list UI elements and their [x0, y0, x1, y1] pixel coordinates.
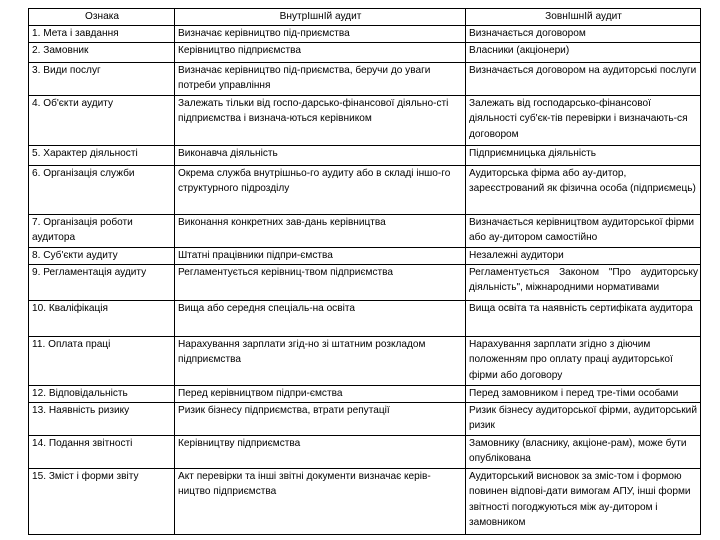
table-row: [29, 264, 701, 300]
row-external: Підприємницька діяльність: [466, 145, 701, 165]
table-row: [29, 435, 701, 468]
row-feature: 10. Кваліфікація: [29, 300, 175, 336]
row-internal: Окрема служба внутрішньо-го аудиту або в складі іншо-го структурного підрозділу: [175, 165, 466, 214]
table-row: [29, 402, 701, 435]
header-feature: Ознака: [29, 9, 175, 26]
row-feature: 5. Характер діяльності: [29, 145, 175, 165]
row-feature: 3. Види послуг: [29, 62, 175, 95]
table-row: [29, 247, 701, 264]
table-row: [29, 385, 701, 402]
row-internal: Штатні працівники підпри-ємства: [175, 247, 466, 264]
header-row: [29, 9, 701, 26]
row-internal: Перед керівництвом підпри-ємства: [175, 385, 466, 402]
table-row: [29, 95, 701, 145]
table-row: [29, 25, 701, 42]
row-external: Визначається договором на аудиторські послуги: [466, 62, 701, 95]
row-internal: Виконавча діяльність: [175, 145, 466, 165]
row-external: Нарахування зарплати згідно з діючим положенням про оплату праці аудиторської фірми або договору: [466, 336, 701, 385]
row-external: Вища освіта та наявність сертифіката аудитора: [466, 300, 701, 336]
row-feature: 7. Організація роботи аудитора: [29, 214, 175, 247]
row-feature: 14. Подання звітності: [29, 435, 175, 468]
row-internal: Акт перевірки та інші звітні документи визначає керів-ництво підприємства: [175, 468, 466, 534]
row-external: Аудиторський висновок за зміс-том і формою повинен відпові-дати вимогам АПУ, інші форми звітності погоджуються між ау-дитором і замовником: [466, 468, 701, 534]
row-external: Залежать від господарсько-фінансової діяльності суб'єк-тів перевірки і визначають-ся договором: [466, 95, 701, 145]
row-feature: 15. Зміст і форми звіту: [29, 468, 175, 534]
row-external: Ризик бізнесу аудиторської фірми, аудиторський ризик: [466, 402, 701, 435]
row-external: Визначається керівництвом аудиторської фірми або ау-дитором самостійно: [466, 214, 701, 247]
row-feature: 11. Оплата праці: [29, 336, 175, 385]
row-internal: Визначає керівництво під-приємства, беручи до уваги потреби управління: [175, 62, 466, 95]
header-external-audit: ЗовнІшнІй аудит: [466, 9, 701, 26]
row-external: Замовнику (власнику, акціоне-рам), може бути опублікована: [466, 435, 701, 468]
row-external: Аудиторська фірма або ау-дитор, зареєстрований як фізична особа (підприємець): [466, 165, 701, 214]
row-internal: Залежать тільки від госпо-дарсько-фінансової діяльно-сті підприємства і визнача-ються керівником: [175, 95, 466, 145]
row-feature: 2. Замовник: [29, 42, 175, 62]
row-feature: 4. Об'єкти аудиту: [29, 95, 175, 145]
row-internal: Керівництво підприємства: [175, 42, 466, 62]
row-external: Визначається договором: [466, 25, 701, 42]
comparison-table: [28, 8, 701, 535]
table-row: [29, 300, 701, 336]
row-feature: 6. Організація служби: [29, 165, 175, 214]
row-feature: 9. Регламентація аудиту: [29, 264, 175, 300]
row-feature: 1. Мета і завдання: [29, 25, 175, 42]
row-feature: 12. Відповідальність: [29, 385, 175, 402]
row-external: Регламентується Законом "Про аудиторську діяльність", міжнародними нормативами: [466, 264, 701, 300]
table-row: [29, 214, 701, 247]
row-internal: Регламентується керівниц-твом підприємства: [175, 264, 466, 300]
header-internal-audit: ВнутрІшнІй аудит: [175, 9, 466, 26]
table-row: [29, 468, 701, 534]
row-external: Власники (акціонери): [466, 42, 701, 62]
row-internal: Керівництву підприємства: [175, 435, 466, 468]
table-row: [29, 62, 701, 95]
row-internal: Визначає керівництво під-приємства: [175, 25, 466, 42]
row-external: Незалежні аудитори: [466, 247, 701, 264]
row-feature: 8. Суб'єкти аудиту: [29, 247, 175, 264]
table-row: [29, 336, 701, 385]
row-feature: 13. Наявність ризику: [29, 402, 175, 435]
table-row: [29, 42, 701, 62]
table-row: [29, 145, 701, 165]
row-external: Перед замовником і перед тре-тіми особами: [466, 385, 701, 402]
row-internal: Нарахування зарплати згід-но зі штатним розкладом підприємства: [175, 336, 466, 385]
row-internal: Ризик бізнесу підприємства, втрати репутації: [175, 402, 466, 435]
row-internal: Вища або середня спеціаль-на освіта: [175, 300, 466, 336]
table-row: [29, 165, 701, 214]
row-internal: Виконання конкретних зав-дань керівництва: [175, 214, 466, 247]
